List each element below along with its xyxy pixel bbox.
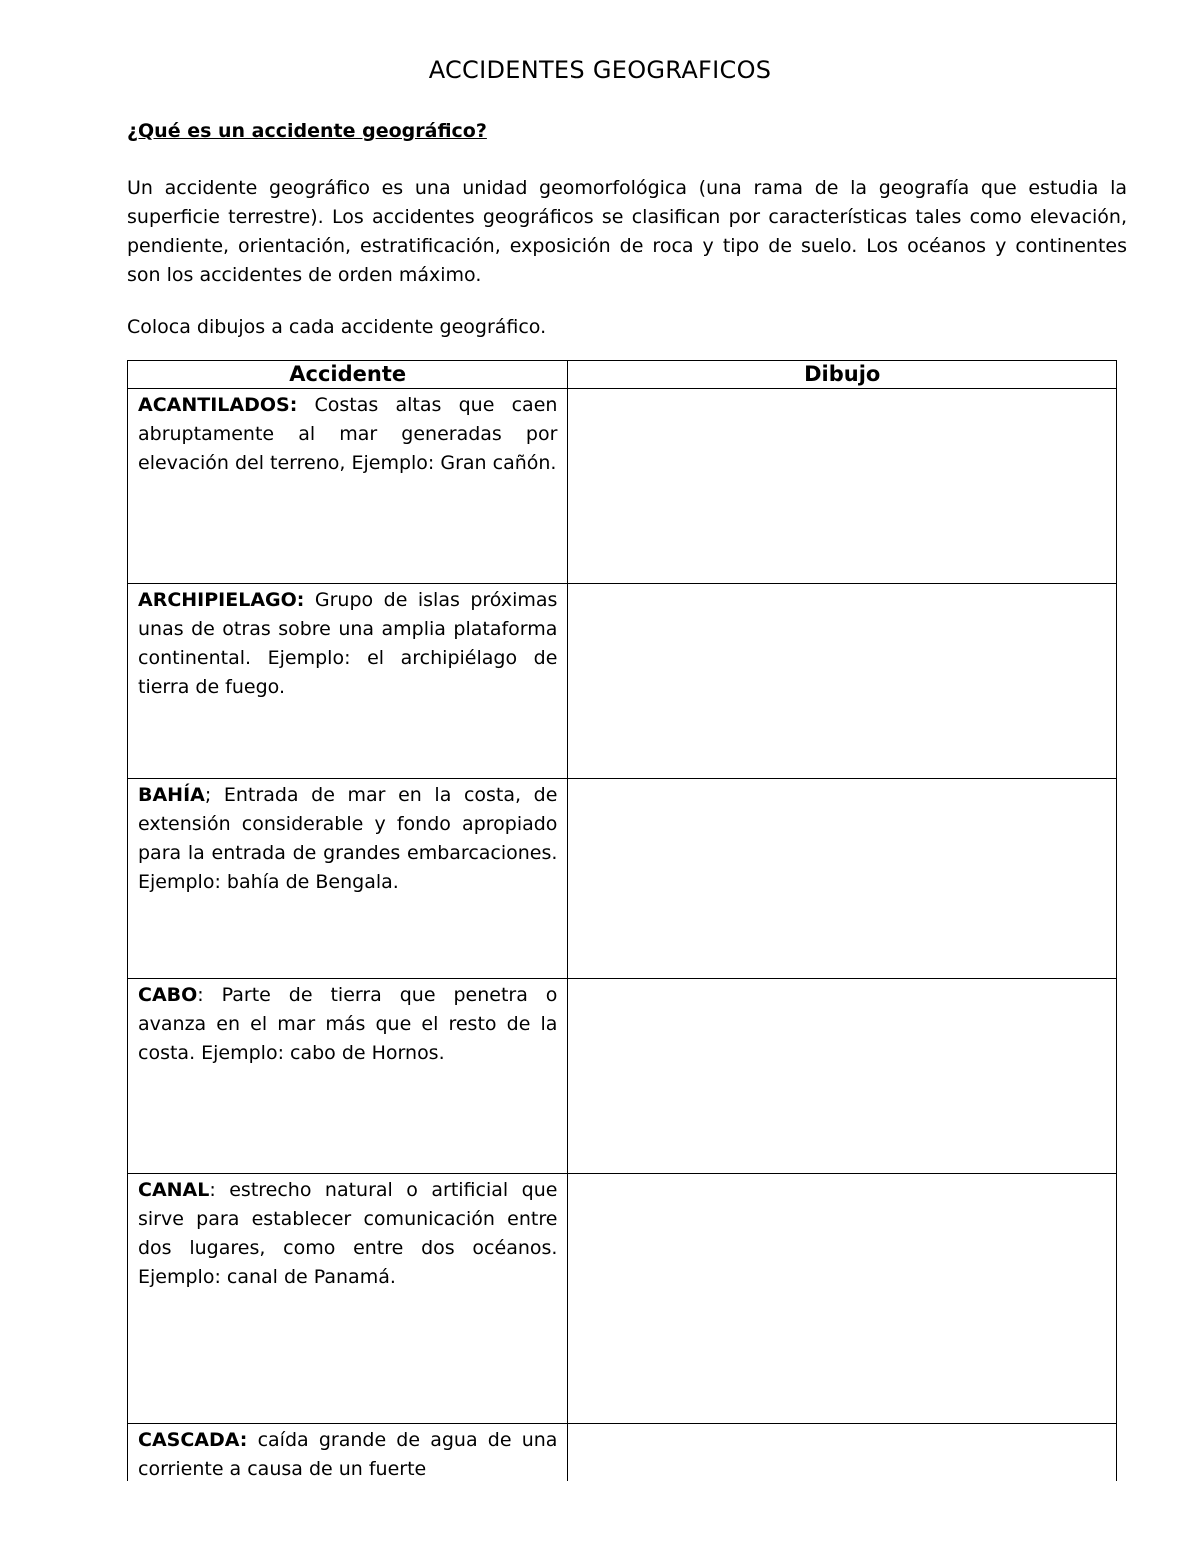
table-header-row (128, 361, 1117, 389)
term-label: ARCHIPIELAGO: (138, 589, 305, 611)
term-description: caída grande de agua de una corriente a causa de un fuerte (138, 1429, 558, 1480)
drawing-area[interactable] (568, 1174, 1117, 1424)
accidente-cell (128, 584, 568, 779)
term-description: Grupo de islas próximas unas de otras sobre una amplia plataforma continental. Ejemplo: el archipiélago de tierra de fuego. (138, 589, 558, 698)
column-header-dibujo: Dibujo (568, 361, 1117, 389)
drawing-area[interactable] (568, 389, 1117, 584)
table-row (128, 979, 1117, 1174)
table-row (128, 389, 1117, 584)
term-label: CABO (138, 984, 198, 1006)
drawing-area[interactable] (568, 979, 1117, 1174)
worksheet-table-container (127, 360, 1117, 1481)
accidente-cell (128, 1174, 568, 1424)
worksheet-table (127, 360, 1117, 1481)
drawing-area[interactable] (568, 1424, 1117, 1482)
term-label: BAHÍA (138, 784, 205, 806)
table-row (128, 1174, 1117, 1424)
column-header-accidente: Accidente (128, 361, 568, 389)
drawing-area[interactable] (568, 779, 1117, 979)
accidente-cell (128, 979, 568, 1174)
term-description: Costas altas que caen abruptamente al mar generadas por elevación del terreno, Ejemplo: Gran cañón. (138, 394, 558, 474)
intro-paragraph: Un accidente geográfico es una unidad geomorfológica (una rama de la geografía que estudia la superficie terrestre). Los accidentes geográficos se clasifican por características tales como elevación, pendiente, orientación, estratificación, exposición de roca y tipo de suelo. Los océanos y continentes son los accidentes de orden máximo. (127, 177, 1127, 286)
page-title: ACCIDENTES GEOGRAFICOS (428, 56, 772, 84)
term-description: : estrecho natural o artificial que sirve para establecer comunicación entre dos lugares, como entre dos océanos. Ejemplo: canal de Panamá. (138, 1179, 558, 1288)
term-description: ; Entrada de mar en la costa, de extensión considerable y fondo apropiado para la entrada de grandes embarcaciones. Ejemplo: bahía de Bengala. (138, 784, 558, 893)
accidente-cell (128, 389, 568, 584)
term-label: CASCADA: (138, 1429, 248, 1451)
section-heading: ¿Qué es un accidente geográfico? (127, 120, 487, 142)
term-label: CANAL (138, 1179, 210, 1201)
instruction-text: Coloca dibujos a cada accidente geográfico. (127, 316, 547, 338)
accidente-cell (128, 779, 568, 979)
accidente-cell (128, 1424, 568, 1482)
term-label: ACANTILADOS: (138, 394, 298, 416)
drawing-area[interactable] (568, 584, 1117, 779)
table-row (128, 779, 1117, 979)
table-row (128, 1424, 1117, 1482)
term-description: : Parte de tierra que penetra o avanza en el mar más que el resto de la costa. Ejemplo: cabo de Hornos. (138, 984, 558, 1064)
table-row (128, 584, 1117, 779)
